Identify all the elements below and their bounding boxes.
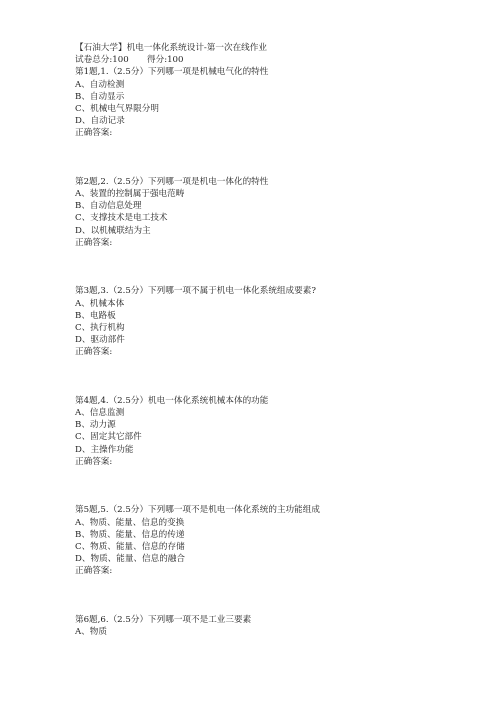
option-c: C、执行机构 <box>75 322 125 333</box>
option-d: D、主操作功能 <box>75 444 134 455</box>
score-row <box>75 54 455 66</box>
option-c: C、固定其它部件 <box>75 432 142 443</box>
option-a: A、物质 <box>75 627 107 638</box>
option-a: A、信息监测 <box>75 408 125 419</box>
question-stem: 第4题,4.（2.5分）机电一体化系统机械本体的功能 <box>75 395 269 406</box>
answer-label: 正确答案: <box>75 128 113 139</box>
answer-label: 正确答案: <box>75 566 113 577</box>
total-score: 试卷总分:100 <box>75 55 129 66</box>
option-c: C、物质、能量、信息的存储 <box>75 542 185 552</box>
question-stem: 第3题,3.（2.5分）下列哪一项不属于机电一体化系统组成要素? <box>75 286 316 297</box>
option-b: B、物质、能量、信息的传递 <box>75 529 185 540</box>
question-stem: 第1题,1.（2.5分）下列哪一项是机械电气化的特性 <box>75 67 269 78</box>
option-d: D、以机械联结为主 <box>75 225 151 236</box>
option-a: A、自动检测 <box>75 79 125 90</box>
option-a: A、物质、能量、信息的变换 <box>75 517 185 528</box>
question-stem: 第5题,5.（2.5分）下列哪一项不是机电一体化系统的主功能组成 <box>75 505 320 516</box>
option-c: C、支撑技术是电工技术 <box>75 213 168 224</box>
option-b: B、自动显示 <box>75 91 125 102</box>
obtained-score: 得分:100 <box>147 55 184 66</box>
option-c: C、机械电气界限分明 <box>75 103 159 114</box>
answer-label: 正确答案: <box>75 237 113 248</box>
question-2 <box>75 176 455 249</box>
option-b: B、电路板 <box>75 310 116 321</box>
option-b: B、动力源 <box>75 420 116 431</box>
question-5 <box>75 504 455 577</box>
document-title: 【石油大学】机电一体化系统设计-第一次在线作业 <box>75 43 267 53</box>
option-d: D、驱动部件 <box>75 335 125 346</box>
question-3 <box>75 285 455 358</box>
question-stem: 第2题,2.（2.5分）下列哪一项是机电一体化的特性 <box>75 176 269 187</box>
option-b: B、自动信息处理 <box>75 201 142 212</box>
option-d: D、自动记录 <box>75 116 125 127</box>
answer-label: 正确答案: <box>75 347 113 358</box>
question-stem: 第6题,6.（2.5分）下列哪一项不是工业三要素 <box>75 614 252 625</box>
question-1 <box>75 66 455 139</box>
answer-label: 正确答案: <box>75 456 113 467</box>
option-a: A、机械本体 <box>75 298 125 309</box>
option-d: D、物质、能量、信息的融合 <box>75 554 186 565</box>
question-4 <box>75 395 455 468</box>
document-page <box>75 42 455 638</box>
option-a: A、装置的控制属于强电范畴 <box>75 189 185 200</box>
question-6 <box>75 614 455 638</box>
